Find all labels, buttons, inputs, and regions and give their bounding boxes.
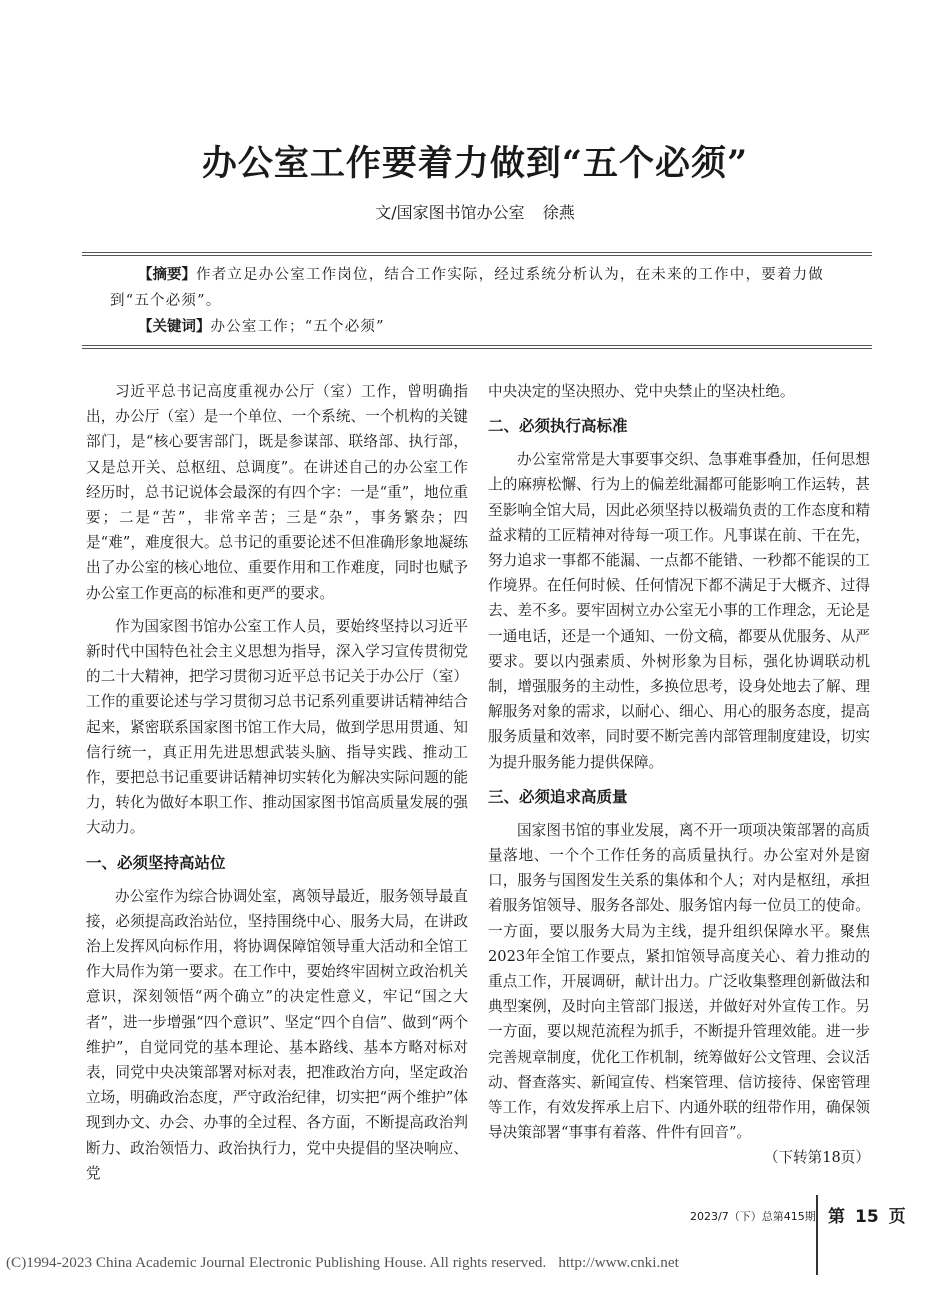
abstract-label: 【摘要】 bbox=[138, 267, 196, 283]
page-prefix: 第 bbox=[828, 1207, 845, 1227]
body-paragraph: 作为国家图书馆办公室工作人员，要始终坚持以习近平新时代中国特色社会主义思想为指导，深入学习宣传贯彻党的二十大精神，把学习贯彻习近平总书记关于办公厅（室）工作的重要论述与学习贯彻习总书记系列重要讲话精神结合起来，紧密联系国家图书馆工作大局，做到学思用贯通、知信行统一，真正用先进思想武装头脑、指导实践、推动工作，要把总书记重要讲话精神切实转化为解决实际问题的能力，转化为做好本职工作、推动国家图书馆高质量发展的强大动力。 bbox=[86, 617, 468, 837]
left-column bbox=[86, 379, 468, 1186]
article-title: 办公室工作要着力做到“五个必须” bbox=[201, 143, 749, 184]
section-heading: 三、必须追求高质量 bbox=[488, 787, 628, 806]
abstract-bottom-rule bbox=[82, 345, 872, 346]
body-paragraph: 办公室作为综合协调处室，离领导最近，服务领导最直接，必须提高政治站位，坚持围绕中心、服务大局，在讲政治上发挥风向标作用，将协调保障馆领导重大活动和全馆工作大局作为第一要求。在工作中，要始终牢固树立政治机关意识，深刻领悟“两个确立”的决定性意义，牢记“国之大者”，进一步增强“四个意识”、坚定“四个自信”、做到“两个维护”，自觉同党的基本理论、基本路线、基本方略对标对表，同党中央决策部署对标对表，把准政治方向，坚定政治立场，明确政治态度，严守政治纪律，切实把“两个维护”体现到办文、办会、办事的全过程、各方面，不断提高政治判断力、政治领悟力、政治执行力，党中央提倡的坚决响应、党 bbox=[86, 887, 468, 1182]
abstract-paragraph bbox=[110, 262, 860, 314]
author-affiliation: 文/国家图书馆办公室 bbox=[375, 203, 525, 222]
abstract-top-rule bbox=[82, 252, 872, 253]
right-column bbox=[488, 379, 870, 1171]
copyright-line bbox=[6, 1254, 679, 1272]
footer-divider bbox=[816, 1195, 818, 1275]
issue-info: 2023/7（下）总第415期 bbox=[690, 1210, 816, 1223]
keywords-label: 【关键词】 bbox=[138, 319, 211, 335]
author-name: 徐燕 bbox=[542, 203, 575, 222]
page-suffix: 页 bbox=[888, 1207, 906, 1227]
cnki-link[interactable]: http://www.cnki.net bbox=[558, 1254, 679, 1271]
continued-note: （下转第18页） bbox=[763, 1149, 870, 1167]
keywords-paragraph bbox=[110, 314, 860, 340]
body-paragraph: 办公室常常是大事要事交织、急事难事叠加，任何思想上的麻痹松懈、行为上的偏差纰漏都可能影响工作运转，甚至影响全馆大局，因此必须坚持以极端负责的工作态度和精益求精的工匠精神对待每一项工作。凡事谋在前、干在先，努力追求一事都不能漏、一点都不能错、一秒都不能误的工作境界。在任何时候、任何情况下都不满足于大概齐、过得去、差不多。要牢固树立办公室无小事的工作理念，无论是一通电话，还是一个通知、一份文稿，都要从优服务、从严要求。要以内强素质、外树形象为目标，强化协调联动机制，增强服务的主动性，多换位思考，设身处地去了解、理解服务对象的需求，以耐心、细心、用心的服务态度，提高服务质量和效率，同时要不断完善内部管理制度建设，切实为提升服务能力提供保障。 bbox=[488, 451, 870, 771]
keywords-text: 办公室工作；“五个必须” bbox=[210, 319, 385, 335]
abstract-text: 作者立足办公室工作岗位，结合工作实际，经过系统分析认为，在未来的工作中，要着力做到“五个必须”。 bbox=[110, 267, 824, 309]
section-heading: 一、必须坚持高站位 bbox=[86, 853, 226, 872]
body-paragraph: 中央决定的坚决照办、党中央禁止的坚决杜绝。 bbox=[488, 383, 795, 400]
body-paragraph: 习近平总书记高度重视办公厅（室）工作，曾明确指出，办公厅（室）是一个单位、一个系统、一个机构的关键部门，是“核心要害部门，既是参谋部、联络部、执行部，又是总开关、总枢纽、总调度”。在讲述自己的办公室工作经历时，总书记说体会最深的有四个字：一是“重”，地位重要；二是“苦”，非常辛苦；三是“杂”，事务繁杂；四是“难”，难度很大。总书记的重要论述不但准确形象地凝练出了办公室的核心地位、重要作用和工作难度，同时也赋予办公室工作更高的标准和更严的要求。 bbox=[86, 383, 468, 602]
body-text: 国家图书馆的事业发展，离不开一项项决策部署的高质量落地、一个个工作任务的高质量执行。办公室对外是窗口，服务与国图发生关系的集体和个人；对内是枢纽，承担着服务馆领导、服务各部处、服务馆内每一位员工的使命。一方面，要以服务大局为主线，提升组织保障水平。聚焦2023年全馆工作要点，紧扣馆领导高度关心、着力推动的重点工作，开展调研，献计出力。广泛收集整理创新做法和典型案例，及时向主管部门报送，并做好对外宣传工作。另一方面，要以规范流程为抓手，不断提升管理效能。进一步完善规章制度，优化工作机制，统筹做好公文管理、会议活动、督查落实、新闻宣传、档案管理、信访接待、保密管理等工作，有效发挥承上启下、内通外联的纽带作用，确保领导决策部署“事事有着落、件件有回音”。 bbox=[488, 821, 870, 1142]
copyright-text: (C)1994-2023 China Academic Journal Electronic Publishing House. All rights reserved. bbox=[6, 1254, 547, 1271]
page-number bbox=[828, 1202, 916, 1227]
body-paragraph bbox=[488, 818, 870, 1167]
abstract-block bbox=[110, 262, 860, 340]
page-value: 15 bbox=[855, 1207, 879, 1227]
author-line bbox=[0, 200, 950, 223]
section-heading: 二、必须执行高标准 bbox=[488, 417, 628, 436]
